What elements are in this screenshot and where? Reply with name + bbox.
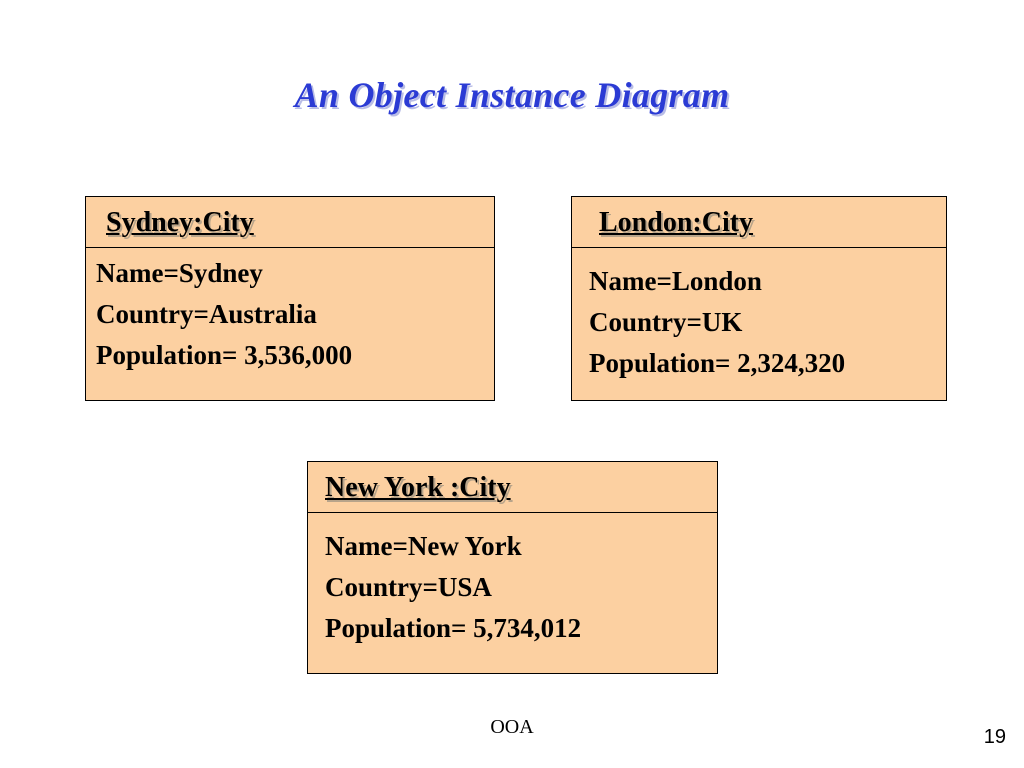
attribute-population: Population= 2,324,320	[589, 348, 846, 378]
slide-title: An Object Instance Diagram	[294, 75, 730, 115]
slide-number: 19	[983, 726, 1006, 748]
object-attributes	[325, 526, 581, 649]
object-name: Sydney:City	[106, 207, 254, 238]
object-attributes	[96, 253, 352, 376]
attribute-population: Population= 5,734,012	[325, 613, 582, 643]
attribute-name: Name=Sydney	[96, 258, 263, 288]
object-box-london	[571, 196, 947, 401]
object-name-compartment	[86, 197, 494, 248]
object-attributes	[589, 261, 845, 384]
slide-footer: OOA	[490, 716, 534, 738]
attribute-country: Country=UK	[589, 307, 743, 337]
object-box-sydney	[85, 196, 495, 401]
attribute-population: Population= 3,536,000	[96, 340, 353, 370]
object-box-new-york	[307, 461, 718, 674]
attribute-name: Name=New York	[325, 531, 522, 561]
object-name: New York :City	[325, 472, 511, 503]
object-name-compartment	[572, 197, 946, 248]
attribute-name: Name=London	[589, 266, 762, 296]
object-name: London:City	[599, 207, 754, 238]
attribute-country: Country=Australia	[96, 299, 317, 329]
object-name-compartment	[308, 462, 717, 513]
attribute-country: Country=USA	[325, 572, 492, 602]
